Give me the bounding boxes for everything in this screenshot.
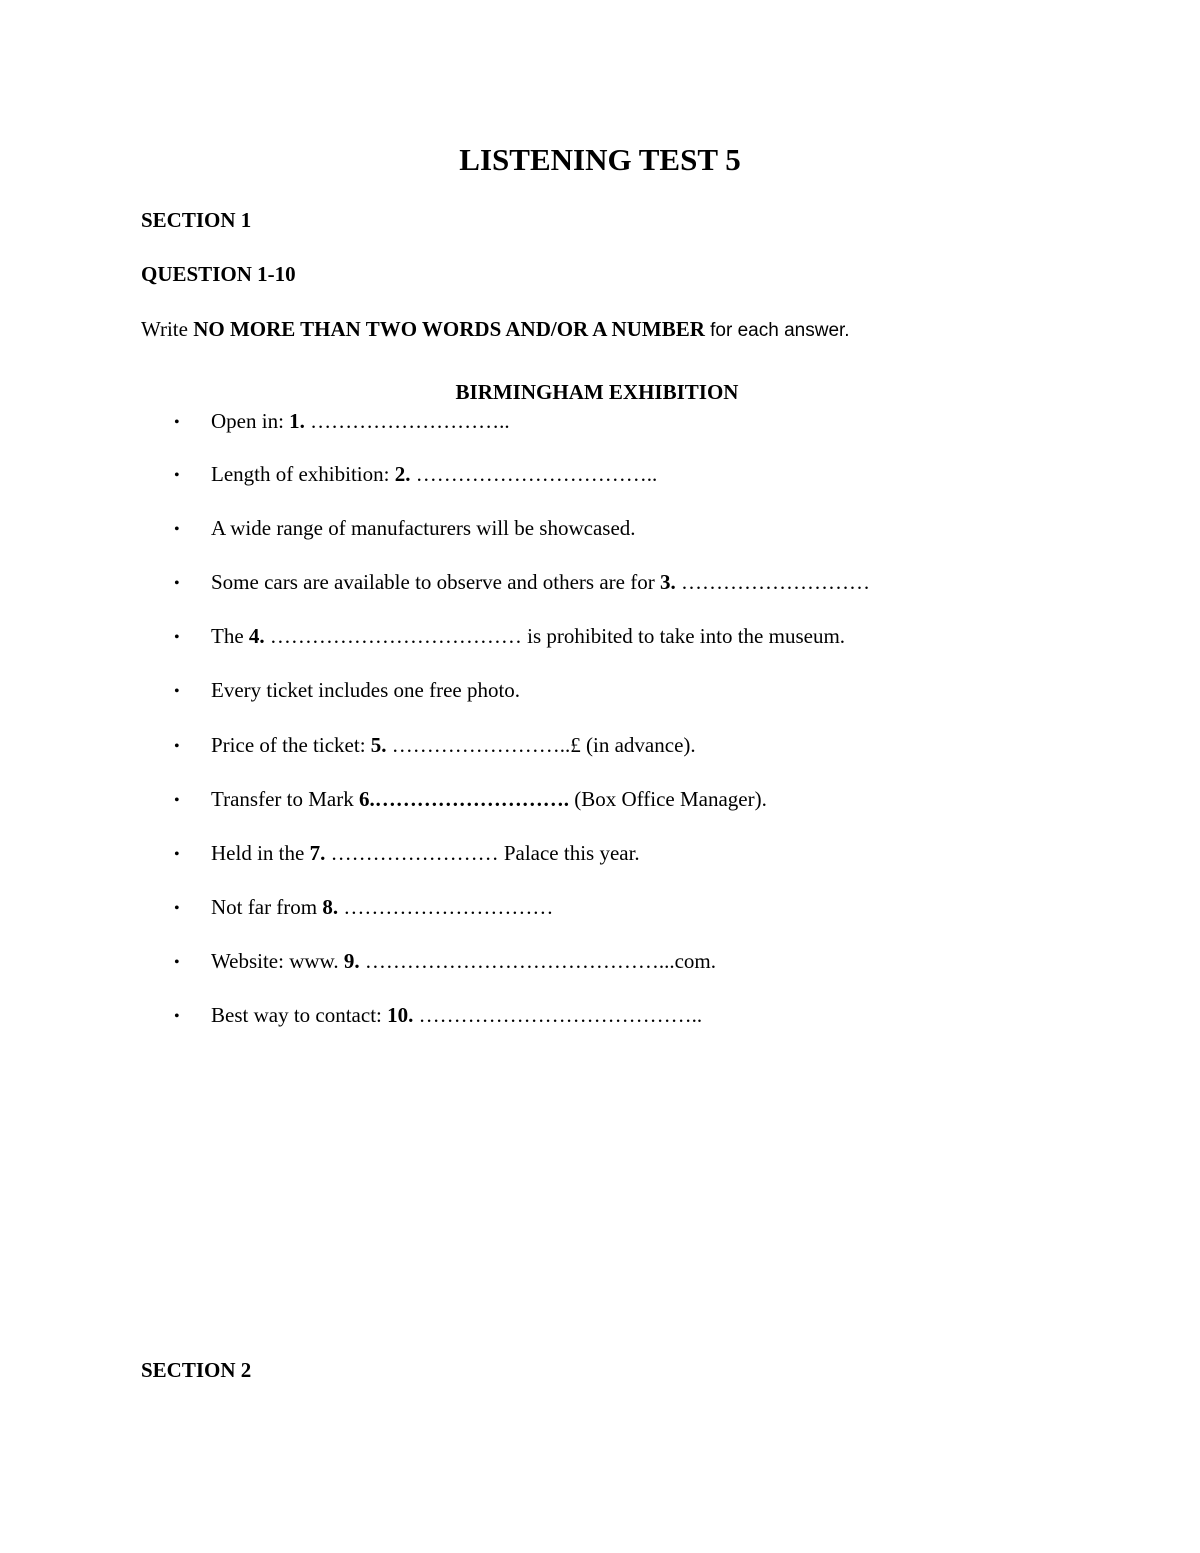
item-text: Every ticket includes one free photo. [211,678,521,702]
item-text: Price of the ticket: [211,733,371,757]
instructions [141,314,850,346]
item-text: Length of exhibition: [211,462,395,486]
question-number: 7. [309,841,326,865]
section-2-heading: SECTION 2 [141,1358,252,1382]
list-item [174,513,636,545]
bullet-icon: • [174,792,180,809]
item-text: Not far from [211,895,323,919]
bullet-icon: • [174,683,180,700]
bullet-icon: • [174,900,180,917]
bullet-icon: • [174,954,180,971]
question-number: 4. [248,624,265,648]
question-range-heading: QUESTION 1-10 [141,262,296,286]
answer-blank[interactable]: ……………………… [675,570,870,594]
answer-blank[interactable]: ……………………….. [304,409,510,433]
answer-blank[interactable]: ……………………………………...com. [359,949,716,973]
list-item [174,892,553,924]
list-item [174,406,510,438]
question-number: 9. [343,949,360,973]
question-number: 2. [394,462,411,486]
item-text: Held in the [211,841,310,865]
item-text: Some cars are available to observe and others are for [211,570,660,594]
item-text: Transfer to Mark [211,787,359,811]
list-item [174,567,870,599]
item-text: The [211,624,249,648]
question-number: 8. [322,895,339,919]
bullet-icon: • [174,575,180,592]
form-title: BIRMINGHAM EXHIBITION [455,380,739,404]
bullet-icon: • [174,521,180,538]
answer-blank[interactable]: ……………………………… [264,624,522,648]
item-text-after: (in advance). [580,733,696,757]
item-text: Best way to contact: [211,1003,388,1027]
list-item [174,621,845,653]
instruction-suffix: for each answer. [704,320,850,341]
bullet-icon: • [174,738,180,755]
bullet-icon: • [174,414,180,431]
answer-blank[interactable]: ………………………… [338,895,554,919]
item-text: Open in: [211,409,290,433]
instruction-prefix: Write [141,317,194,341]
question-number: 5. [370,733,387,757]
list-item [174,784,767,816]
list-item [174,838,640,870]
item-text-after: is prohibited to take into the museum. [521,624,846,648]
question-number: 3. [659,570,676,594]
answer-blank[interactable]: ………………………. [374,787,569,811]
list-item [174,459,657,491]
list-item [174,675,520,707]
answer-blank[interactable]: …………………………….. [410,462,658,486]
page-title: LISTENING TEST 5 [459,142,741,177]
instruction-emphasis: NO MORE THAN TWO WORDS AND/OR A NUMBER [193,317,705,341]
answer-blank[interactable]: ………………………………….. [413,1003,703,1027]
answer-blank[interactable]: …………………… [325,841,499,865]
list-item [174,946,716,978]
item-text-after: (Box Office Manager). [568,787,767,811]
question-number: 6. [358,787,375,811]
bullet-icon: • [174,629,180,646]
section-1-heading: SECTION 1 [141,208,252,232]
item-text-after: Palace this year. [498,841,640,865]
list-item [174,730,696,762]
item-text: A wide range of manufacturers will be showcased. [211,516,636,540]
bullet-icon: • [174,846,180,863]
answer-blank[interactable]: ……………………..£ [386,733,581,757]
bullet-icon: • [174,1008,180,1025]
question-number: 10. [387,1003,414,1027]
question-number: 1. [289,409,305,433]
bullet-icon: • [174,467,180,484]
list-item [174,1000,702,1032]
item-text: Website: www. [211,949,344,973]
